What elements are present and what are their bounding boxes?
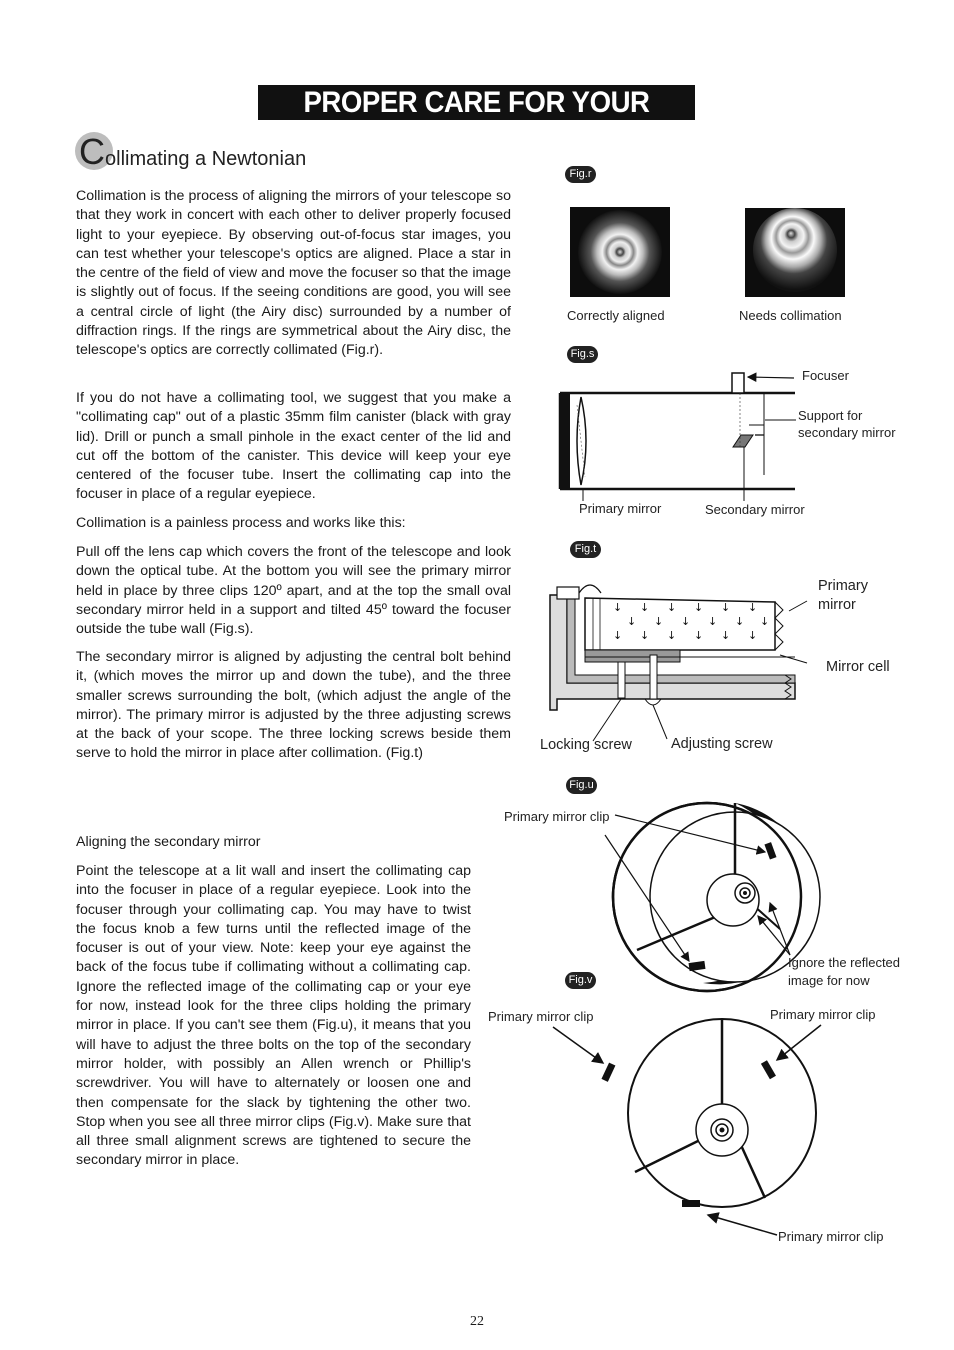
fig-t-badge: Fig.t — [570, 541, 601, 558]
svg-text:↓: ↓ — [748, 601, 758, 614]
label-t-primary-line1: Primary — [818, 578, 868, 594]
svg-text:↓: ↓ — [640, 601, 650, 614]
star-image-aligned — [570, 207, 670, 297]
label-locking-screw: Locking screw — [540, 737, 632, 753]
svg-text:↓: ↓ — [721, 629, 731, 642]
star-image-needs-collimation — [745, 208, 845, 297]
fig-r-badge: Fig.r — [565, 166, 596, 183]
label-support-line2: secondary mirror — [798, 425, 896, 440]
label-v-clip-left: Primary mirror clip — [488, 1009, 594, 1024]
svg-text:↓: ↓ — [667, 601, 677, 614]
fig-u-badge: Fig.u — [566, 777, 597, 794]
label-t-primary-line2: mirror — [818, 597, 856, 613]
label-adjusting-screw: Adjusting screw — [671, 736, 773, 752]
label-needs-collimation: Needs collimation — [739, 308, 842, 323]
subheading-aligning-secondary: Aligning the secondary mirror — [76, 834, 261, 850]
fig-s-arrows — [740, 365, 805, 445]
label-secondary-mirror: Secondary mirror — [705, 502, 805, 517]
svg-text:↓: ↓ — [760, 615, 770, 628]
svg-text:↓: ↓ — [627, 615, 637, 628]
svg-text:↓: ↓ — [694, 629, 704, 642]
label-focuser: Focuser — [802, 368, 849, 383]
svg-text:↓: ↓ — [735, 615, 745, 628]
label-ignore-line1: Ignore the reflected — [788, 955, 901, 970]
label-v-clip-bottom: Primary mirror clip — [778, 1229, 884, 1244]
label-u-clip: Primary mirror clip — [504, 809, 610, 824]
paragraph-lens-cap: Pull off the lens cap which covers the front of the telescope and look down the optical tube. At the bottom you will see the primary mirror held in place by three clips 120º apart, and at the top the small oval secondary mirror held in a support and tilted 45º toward the focuser outside the tube wall (Fig.s). — [76, 544, 511, 638]
paragraph-collimating-cap: If you do not have a collimating tool, we suggest that you make a "collimating cap" out of a plastic 35mm film canister (black with gray lid). Drill or punch a small pinhole in the exact center of the lid and cut off the bottom of the canister. This device will keep your eye centered of the focuser tube. Insert the collimating cap into the focuser in place of a regular eyepiece. — [76, 390, 511, 503]
svg-text:↓: ↓ — [694, 601, 704, 614]
svg-text:↓: ↓ — [708, 615, 718, 628]
fig-s-badge: Fig.s — [567, 346, 598, 363]
paragraph-aligning-secondary: Point the telescope at a lit wall and insert the collimating cap into the focuser in place of a regular eyepiece. Look into the focuser through your collimating cap. You may have to twist the focus knob a few turns until the reflected image of the focuser is out of your view. Note: keep your eye against the back of the focus tube if collimating without a collimating cap. Ignore the reflected image of the collimating cap or your eye for now, instead look for the three clips holding the primary mirror in place. If you can't see them (Fig.u), it means that you will have to adjust the three bolts on the top of the secondary mirror holder, with possibly an Allen wrench or Phillip's screwdriver. You will have to alternately or loosen one and then compensate for the slack by tightening the other two. Stop when you see all three mirror clips (Fig.v). Make sure that all three small alignment screws are tightened to secure the secondary mirror in place. — [76, 863, 471, 1169]
paragraph-intro: Collimation is the process of aligning the mirrors of your telescope so that they work in concert with each other to deliver properly focused light to your eyepiece. By observing out-of-focus star images, you can test whether your telescope's optics are aligned. Place a star in the centre of the field of view and move the focuser so that the image is slightly out of focus. If the seeing conditions are good, you will see a central circle of light (the Airy disc) surrounded by a number of diffraction rings. If the rings are symmetrical about the Airy disc, the telescope's optics are correctly collimated (Fig.r). — [76, 188, 511, 359]
collimation-view-misaligned — [595, 795, 820, 1000]
section-title: ollimating a Newtonian — [105, 148, 307, 170]
svg-text:↓: ↓ — [640, 629, 650, 642]
svg-text:↓: ↓ — [613, 629, 623, 642]
svg-text:↓: ↓ — [667, 629, 677, 642]
label-support-line1: Support for — [798, 408, 863, 423]
page-banner: PROPER CARE FOR YOUR TELESCOPE — [258, 85, 695, 120]
label-correctly-aligned: Correctly aligned — [567, 308, 665, 323]
paragraph-secondary-aligned: The secondary mirror is aligned by adjusting the central bolt behind it, (which moves the mirror up and down the tube), and the three smaller screws surrounding the bolt, (which adjust the angle of the mirror). The primary mirror is adjusted by the three adjusting screws at the back of your scope. The three locking screws beside them serve to hold the mirror in place after collimation. (Fig.t) — [76, 649, 511, 762]
label-ignore-line2: image for now — [788, 973, 870, 988]
collimation-view-aligned — [545, 1015, 795, 1230]
section-initial: C — [79, 131, 105, 172]
label-v-clip-right: Primary mirror clip — [770, 1007, 876, 1022]
svg-text:↓: ↓ — [654, 615, 664, 628]
mirror-cell-diagram — [545, 565, 815, 755]
svg-text:↓: ↓ — [681, 615, 691, 628]
fig-v-badge: Fig.v — [565, 972, 596, 989]
svg-text:↓: ↓ — [748, 629, 758, 642]
label-primary-mirror: Primary mirror — [579, 501, 662, 516]
page-number: 22 — [470, 1314, 484, 1329]
svg-text:↓: ↓ — [721, 601, 731, 614]
svg-text:↓: ↓ — [613, 601, 623, 614]
paragraph-process-intro: Collimation is a painless process and works like this: — [76, 515, 406, 531]
label-mirror-cell: Mirror cell — [826, 659, 890, 675]
